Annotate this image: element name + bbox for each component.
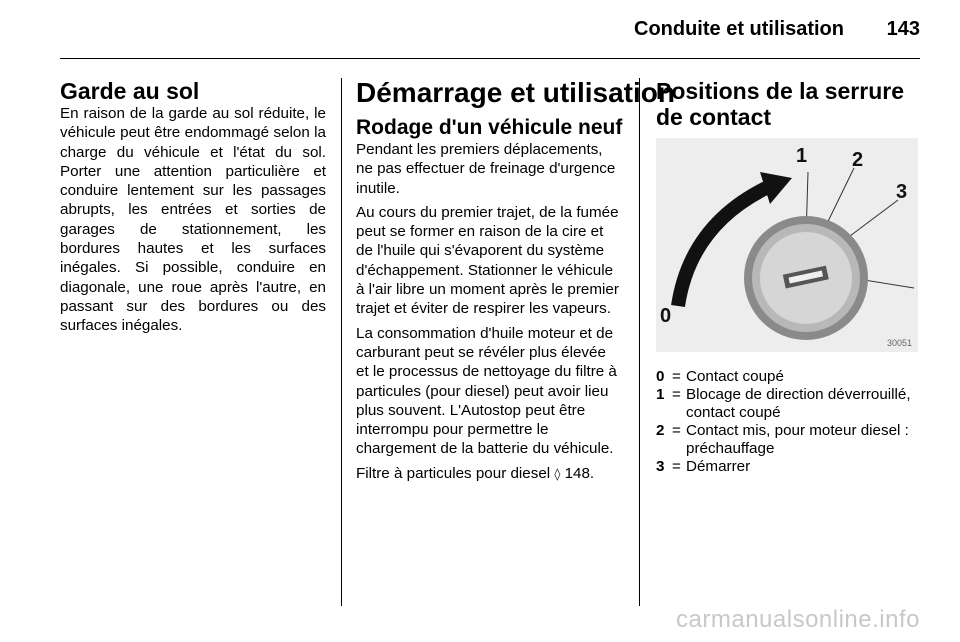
legend-item xyxy=(656,458,922,476)
legend-key: 0 xyxy=(656,368,665,385)
heading-demarrage: Démarrage et utilisation xyxy=(356,77,675,108)
position-label-2: 2 xyxy=(852,149,864,171)
ignition-switch-illustration xyxy=(656,138,918,352)
legend-item xyxy=(656,422,922,458)
paragraph-rodage-3: La consommation d'huile moteur et de carburant peut se révéler plus élevée et le processus de nettoyage du filtre à particules (pour diesel) peut avoir lieu plus souvent. L'Autostop peut être interrompu pour permettre le chargement de la batterie du véhicule. xyxy=(356,324,617,458)
watermark: carmanualsonline.info xyxy=(676,606,920,633)
column-starting xyxy=(356,77,675,489)
heading-garde-au-sol: Garde au sol xyxy=(60,78,200,104)
subheading-rodage: Rodage d'un véhicule neuf xyxy=(356,116,623,139)
position-legend xyxy=(656,368,922,476)
paragraph-rodage-2: Au cours du premier trajet, de la fumée peut se former en raison de la cire et de l'huile qui s'évaporent du système d'échappement. Stationner le véhicule à l'air libre un moment après le premier trajet et éviter de respirer les vapeurs. xyxy=(356,203,619,318)
crossref-arrow-icon: ◊ xyxy=(554,466,561,481)
heading-serrure-contact: Positions de la serrure de contact xyxy=(656,78,904,130)
position-label-1: 1 xyxy=(796,145,808,167)
crossref-page-link[interactable]: 148. xyxy=(564,464,595,482)
page-header xyxy=(60,18,920,50)
header-divider xyxy=(60,58,920,59)
position-label-3: 3 xyxy=(896,181,908,203)
page-number: 143 xyxy=(886,18,920,40)
legend-text: Contact coupé xyxy=(686,368,784,385)
legend-text: Contact mis, pour moteur diesel : préchauffage xyxy=(686,422,909,457)
column-ground-clearance xyxy=(60,78,326,341)
legend-equals: = xyxy=(672,422,681,439)
crossref-text: Filtre à particules pour diesel xyxy=(356,464,551,482)
column-ignition xyxy=(656,78,922,476)
crossref-line xyxy=(356,464,622,484)
legend-equals: = xyxy=(672,368,681,385)
ignition-switch-figure xyxy=(656,138,918,352)
legend-item xyxy=(656,386,922,422)
position-label-0: 0 xyxy=(660,305,672,327)
legend-key: 1 xyxy=(656,386,665,403)
figure-id: 30051 xyxy=(886,338,912,348)
legend-key: 2 xyxy=(656,422,665,439)
legend-key: 3 xyxy=(656,458,665,475)
column-divider-1 xyxy=(341,78,342,606)
legend-item xyxy=(656,368,922,386)
legend-equals: = xyxy=(672,458,681,475)
legend-text: Démarrer xyxy=(686,458,751,475)
paragraph-rodage-1: Pendant les premiers déplacements, ne pas effectuer de freinage d'urgence inutile. xyxy=(356,141,616,197)
legend-equals: = xyxy=(672,386,681,403)
section-title: Conduite et utilisation xyxy=(634,18,844,40)
legend-text: Blocage de direction déverrouillé, contact coupé xyxy=(686,386,911,421)
column-divider-2 xyxy=(639,78,640,606)
paragraph-garde-au-sol: En raison de la garde au sol réduite, le véhicule peut être endommagé selon la charge du véhicule et l'état du sol. Porter une attention particulière et conduire lentement sur les passages abrupts, les entrées et sorties de garages de stationnement, les bordures hautes et les surfaces inégales. Si possible, conduire en diagonale, une roue après l'autre, en passant sur des bordures ou des surfaces inégales. xyxy=(60,105,326,335)
